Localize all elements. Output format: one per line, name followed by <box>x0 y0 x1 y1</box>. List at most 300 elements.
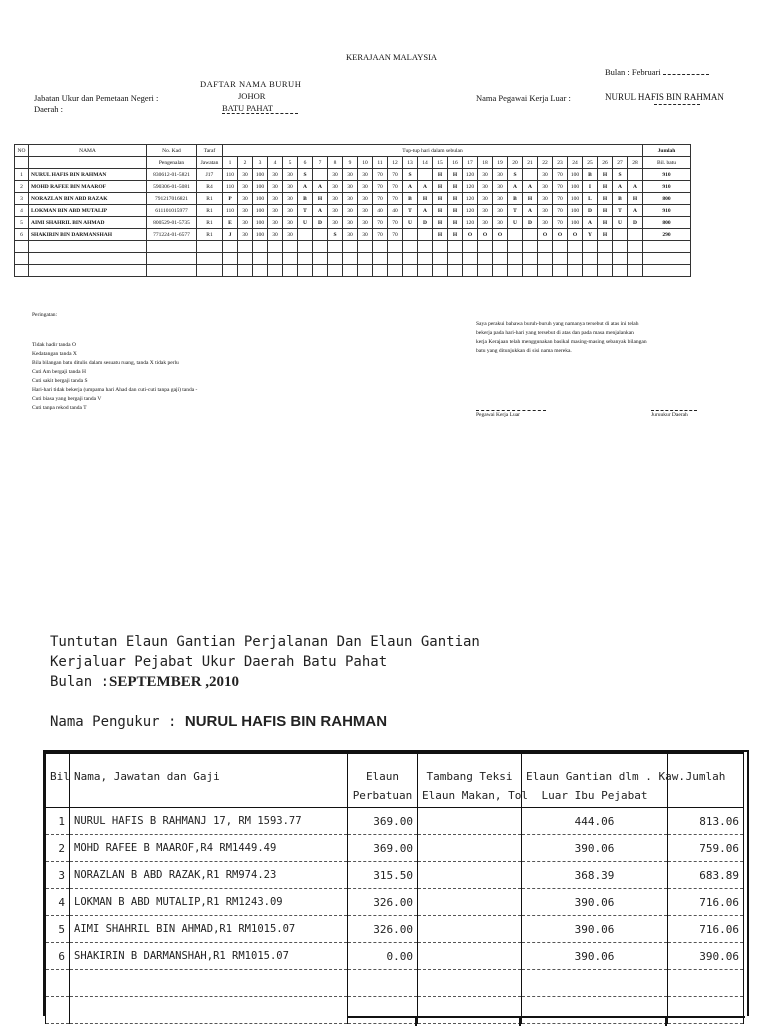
day-cell: 30 <box>328 217 343 229</box>
day-cell: 110 <box>223 181 238 193</box>
certification-line: kerja Kerajaan telah menggunakan basikal masing-masing sebanyak bilangan <box>476 339 647 345</box>
day-cell: 30 <box>478 169 493 181</box>
claim-perbatuan: 326.00 <box>348 916 418 943</box>
header-bil: Bil <box>46 753 70 783</box>
day-cell: 70 <box>553 205 568 217</box>
day-cell: 30 <box>358 205 373 217</box>
day-cell: 30 <box>328 169 343 181</box>
totals-divider-3 <box>665 1016 667 1026</box>
day-cell: U <box>298 217 313 229</box>
day-cell: 100 <box>253 217 268 229</box>
header-luar: Luar Ibu Pejabat <box>522 783 668 808</box>
attendance-table <box>14 144 691 277</box>
row-grade: R1 <box>197 205 223 217</box>
day-cell: U <box>508 217 523 229</box>
day-cell <box>628 229 643 241</box>
day-cell: S <box>298 169 313 181</box>
officer-name: NURUL HAFIS BIN RAHMAN <box>605 92 724 102</box>
day-cell: H <box>448 181 463 193</box>
day-cell: 100 <box>253 205 268 217</box>
day-cell <box>613 229 628 241</box>
officer-underline <box>654 104 700 105</box>
day-cell: H <box>598 193 613 205</box>
day-header: 25 <box>583 157 598 169</box>
day-cell: H <box>418 193 433 205</box>
day-cell: 100 <box>568 181 583 193</box>
day-cell: 30 <box>268 217 283 229</box>
state-name: JOHOR <box>238 91 266 101</box>
day-cell: J <box>223 229 238 241</box>
row-no: 4 <box>15 205 29 217</box>
day-cell: H <box>448 217 463 229</box>
day-header: 1 <box>223 157 238 169</box>
day-cell: H <box>433 217 448 229</box>
day-header: 21 <box>523 157 538 169</box>
day-header: 26 <box>598 157 613 169</box>
row-name: MOHD RAFEE BIN MAAROF <box>29 181 147 193</box>
day-cell: 70 <box>373 169 388 181</box>
day-cell: H <box>523 193 538 205</box>
header-nama: Nama, Jawatan dan Gaji <box>70 753 348 783</box>
day-header: 27 <box>613 157 628 169</box>
day-cell: 100 <box>568 205 583 217</box>
day-cell: H <box>313 193 328 205</box>
row-grade: R4 <box>197 181 223 193</box>
day-cell: H <box>448 229 463 241</box>
day-cell: 70 <box>553 193 568 205</box>
day-header: 22 <box>538 157 553 169</box>
day-cell <box>403 229 418 241</box>
claim-bil: 5 <box>46 916 70 943</box>
claim-gantian: 390.06 <box>522 835 668 862</box>
day-cell: T <box>613 205 628 217</box>
day-cell: S <box>403 169 418 181</box>
empty-row <box>15 265 691 277</box>
day-cell <box>298 229 313 241</box>
day-cell: H <box>433 205 448 217</box>
claim-gantian: 368.39 <box>522 862 668 889</box>
day-cell: H <box>433 169 448 181</box>
header-blank <box>15 157 29 169</box>
day-header: 19 <box>493 157 508 169</box>
header-perbatuan: Perbatuan <box>348 783 418 808</box>
day-cell: 30 <box>358 193 373 205</box>
day-header: 16 <box>448 157 463 169</box>
day-cell: B <box>403 193 418 205</box>
day-cell: A <box>508 181 523 193</box>
claim-row <box>46 835 744 862</box>
claim-jumlah: 683.89 <box>668 862 744 889</box>
day-cell: 30 <box>538 181 553 193</box>
day-header: 24 <box>568 157 583 169</box>
row-grade: R1 <box>197 193 223 205</box>
day-cell: 120 <box>463 205 478 217</box>
day-cell: T <box>403 205 418 217</box>
certification-line: Saya perakui bahawa buruh-buruh yang namanya tersebut di atas ini telah <box>476 321 639 327</box>
day-cell: 30 <box>358 169 373 181</box>
day-cell: O <box>478 229 493 241</box>
day-cell: 100 <box>253 193 268 205</box>
empty-row <box>15 241 691 253</box>
day-cell: 30 <box>358 229 373 241</box>
day-cell: 30 <box>283 193 298 205</box>
department-label: Jabatan Ukur dan Pemetaan Negeri : <box>34 93 159 103</box>
day-cell: 120 <box>463 181 478 193</box>
row-ic: 800529-01-5735 <box>147 217 197 229</box>
day-cell: 70 <box>373 193 388 205</box>
claim-table <box>45 752 744 1024</box>
day-cell: A <box>313 181 328 193</box>
claim-name: MOHD RAFEE B MAAROF,R4 RM1449.49 <box>70 835 348 862</box>
day-cell: H <box>598 205 613 217</box>
row-name: NORAZLAN BIN ABD RAZAK <box>29 193 147 205</box>
day-cell: O <box>493 229 508 241</box>
claim-row <box>46 889 744 916</box>
day-cell: 70 <box>553 169 568 181</box>
claim-name: AIMI SHAHRIL BIN AHMAD,R1 RM1015.07 <box>70 916 348 943</box>
claim-jumlah: 390.06 <box>668 943 744 970</box>
day-header: 9 <box>343 157 358 169</box>
day-cell: 30 <box>538 193 553 205</box>
attendance-row <box>15 193 691 205</box>
day-header: 20 <box>508 157 523 169</box>
claim-bil: 3 <box>46 862 70 889</box>
day-cell: 30 <box>238 169 253 181</box>
note-line: Kedatangan tanda X <box>32 351 77 357</box>
claim-bil: 6 <box>46 943 70 970</box>
signature-officer: Pegawai Kerja Luar <box>476 412 520 418</box>
day-cell: 70 <box>388 181 403 193</box>
day-cell: 30 <box>268 205 283 217</box>
day-header: 4 <box>268 157 283 169</box>
day-cell: 30 <box>268 169 283 181</box>
day-cell: I <box>583 181 598 193</box>
day-cell: H <box>448 193 463 205</box>
day-cell: A <box>313 205 328 217</box>
day-cell: 30 <box>328 193 343 205</box>
claim-row <box>46 943 744 970</box>
day-cell: A <box>298 181 313 193</box>
signature-surveyor: Juruukur Daerah <box>651 412 688 418</box>
claim-jumlah: 716.06 <box>668 916 744 943</box>
day-header: 6 <box>298 157 313 169</box>
day-cell: 120 <box>463 169 478 181</box>
claim-row <box>46 916 744 943</box>
row-total: 910 <box>643 181 691 193</box>
row-total: 800 <box>643 193 691 205</box>
officer-label: Nama Pegawai Kerja Luar : <box>476 93 571 103</box>
claim-jumlah: 759.06 <box>668 835 744 862</box>
day-cell: 30 <box>238 217 253 229</box>
day-cell: 30 <box>343 229 358 241</box>
claim-empty-row <box>46 970 744 997</box>
claim-tambang <box>418 916 522 943</box>
claim-perbatuan: 326.00 <box>348 889 418 916</box>
day-cell: T <box>508 205 523 217</box>
day-header: 2 <box>238 157 253 169</box>
day-cell: A <box>628 181 643 193</box>
day-cell: H <box>433 181 448 193</box>
totals-divider-1 <box>415 1016 417 1026</box>
day-cell: A <box>418 205 433 217</box>
claim-row <box>46 808 744 835</box>
claim-surveyor: Nama Pengukur : NURUL HAFIS BIN RAHMAN <box>50 713 388 730</box>
day-cell: 40 <box>388 205 403 217</box>
day-cell: 30 <box>538 217 553 229</box>
day-header: 14 <box>418 157 433 169</box>
row-name: NURUL HAFIS BIN RAHMAN <box>29 169 147 181</box>
row-ic: 771224-01-6577 <box>147 229 197 241</box>
day-cell <box>313 169 328 181</box>
day-cell <box>418 169 433 181</box>
day-cell: A <box>523 205 538 217</box>
row-ic: 590306-01-5081 <box>147 181 197 193</box>
day-header: 13 <box>403 157 418 169</box>
day-cell: 70 <box>388 217 403 229</box>
row-grade: R1 <box>197 229 223 241</box>
day-cell: B <box>508 193 523 205</box>
day-cell: 30 <box>268 181 283 193</box>
row-total: 290 <box>643 229 691 241</box>
day-header: 8 <box>328 157 343 169</box>
day-cell: 30 <box>268 193 283 205</box>
day-cell: 30 <box>493 193 508 205</box>
notes-list <box>32 341 197 413</box>
day-cell: 30 <box>268 229 283 241</box>
row-grade: J17 <box>197 169 223 181</box>
day-cell: A <box>613 181 628 193</box>
day-header: 7 <box>313 157 328 169</box>
attendance-row <box>15 217 691 229</box>
day-cell: H <box>628 193 643 205</box>
header-taraf-2: Jawatan <box>197 157 223 169</box>
header-days-title: Tup-tup hari dalam sebulan <box>223 145 643 157</box>
totals-divider-2 <box>519 1016 521 1026</box>
day-cell: 30 <box>478 181 493 193</box>
row-no: 6 <box>15 229 29 241</box>
day-cell: H <box>448 169 463 181</box>
day-cell: H <box>598 181 613 193</box>
claim-perbatuan: 0.00 <box>348 943 418 970</box>
day-cell: 70 <box>388 193 403 205</box>
day-cell: 110 <box>223 205 238 217</box>
row-ic: 611101015977 <box>147 205 197 217</box>
day-cell: 30 <box>343 181 358 193</box>
row-total: 800 <box>643 217 691 229</box>
day-cell: 30 <box>283 181 298 193</box>
day-cell: 100 <box>568 169 583 181</box>
day-cell: 100 <box>568 217 583 229</box>
attendance-row <box>15 229 691 241</box>
claim-tambang <box>418 862 522 889</box>
day-cell: 30 <box>358 181 373 193</box>
day-header: 23 <box>553 157 568 169</box>
claim-name: LOKMAN B ABD MUTALIP,R1 RM1243.09 <box>70 889 348 916</box>
day-header: 17 <box>463 157 478 169</box>
day-cell: 70 <box>553 217 568 229</box>
day-cell: 30 <box>238 205 253 217</box>
district-name: BATU PAHAT <box>222 103 298 114</box>
government-title: KERAJAAN MALAYSIA <box>346 52 438 62</box>
day-cell: P <box>223 193 238 205</box>
day-cell: 70 <box>373 181 388 193</box>
claim-perbatuan: 315.50 <box>348 862 418 889</box>
day-cell: 30 <box>493 181 508 193</box>
header-makan: Elaun Makan, Tol <box>418 783 522 808</box>
day-cell: 30 <box>478 193 493 205</box>
day-cell: O <box>463 229 478 241</box>
totals-row-edge <box>347 1016 745 1028</box>
header-kad: No. Kad <box>147 145 197 157</box>
certification-line: batu yang ditunjukkan di sisi nama mereka. <box>476 348 572 354</box>
day-cell: 30 <box>538 205 553 217</box>
day-cell: 30 <box>328 205 343 217</box>
day-cell: B <box>613 193 628 205</box>
row-ic: 830612-01-5821 <box>147 169 197 181</box>
day-cell: 100 <box>568 193 583 205</box>
daerah-label: Daerah : <box>34 104 64 114</box>
notes-heading: Peringatan: <box>32 312 58 318</box>
day-cell: S <box>613 169 628 181</box>
row-total: 910 <box>643 169 691 181</box>
day-cell: O <box>553 229 568 241</box>
day-cell: H <box>433 193 448 205</box>
day-cell: 120 <box>463 217 478 229</box>
header-no: NO <box>15 145 29 157</box>
day-cell: 30 <box>238 193 253 205</box>
header-kad-2: Pengenalan <box>147 157 197 169</box>
empty-row <box>15 253 691 265</box>
row-name: SHAKIRIN BIN DARMANSHAH <box>29 229 147 241</box>
note-line: Cuti Am bergaji tanda H <box>32 369 86 375</box>
day-cell: O <box>538 229 553 241</box>
claim-row <box>46 862 744 889</box>
form-title: DAFTAR NAMA BURUH <box>200 79 302 89</box>
day-cell: A <box>403 181 418 193</box>
day-cell: 30 <box>238 229 253 241</box>
day-header: 12 <box>388 157 403 169</box>
claim-gantian: 390.06 <box>522 889 668 916</box>
day-cell: 30 <box>343 205 358 217</box>
day-cell: 30 <box>478 217 493 229</box>
header-taraf: Taraf <box>197 145 223 157</box>
claim-tambang <box>418 889 522 916</box>
note-line: Tidak hadir tanda O <box>32 342 76 348</box>
header-jumlah: Jumlah <box>643 145 691 157</box>
claim-tambang <box>418 808 522 835</box>
day-cell <box>628 169 643 181</box>
claim-name: NORAZLAN B ABD RAZAK,R1 RM974.23 <box>70 862 348 889</box>
day-cell: 30 <box>343 193 358 205</box>
attendance-row <box>15 181 691 193</box>
day-cell: 30 <box>493 205 508 217</box>
claim-perbatuan: 369.00 <box>348 808 418 835</box>
day-header: 11 <box>373 157 388 169</box>
claim-name: SHAKIRIN B DARMANSHAH,R1 RM1015.07 <box>70 943 348 970</box>
day-cell: 30 <box>283 205 298 217</box>
day-cell <box>508 229 523 241</box>
day-header: 28 <box>628 157 643 169</box>
header-gantian: Elaun Gantian dlm . Kaw. <box>522 753 668 783</box>
attendance-row <box>15 169 691 181</box>
day-cell: Y <box>583 229 598 241</box>
day-header: 15 <box>433 157 448 169</box>
day-header: 5 <box>283 157 298 169</box>
day-cell: H <box>448 205 463 217</box>
certification-text <box>476 320 647 356</box>
day-cell: 30 <box>478 205 493 217</box>
row-grade: R1 <box>197 217 223 229</box>
day-cell: 100 <box>253 181 268 193</box>
day-cell: 100 <box>253 169 268 181</box>
bulan-label: Bulan : Februari <box>605 66 709 77</box>
header-jumlah: Jumlah <box>668 753 744 783</box>
day-cell: 70 <box>388 229 403 241</box>
day-cell: O <box>568 229 583 241</box>
day-cell <box>523 169 538 181</box>
attendance-row <box>15 205 691 217</box>
note-line: Cuti tanpa rekod tanda T <box>32 405 87 411</box>
day-cell: 30 <box>283 217 298 229</box>
claim-perbatuan: 369.00 <box>348 835 418 862</box>
header-nama: NAMA <box>29 145 147 157</box>
row-no: 2 <box>15 181 29 193</box>
header-elaun: Elaun <box>348 753 418 783</box>
day-header: 18 <box>478 157 493 169</box>
day-cell: B <box>583 169 598 181</box>
day-cell: 30 <box>283 229 298 241</box>
day-cell: B <box>298 193 313 205</box>
day-cell: D <box>583 205 598 217</box>
day-cell: D <box>523 217 538 229</box>
day-cell: D <box>418 217 433 229</box>
claim-title-1: Tuntutan Elaun Gantian Perjalanan Dan Elaun Gantian <box>50 634 480 650</box>
note-line: Bila bilangan batu ditulis dalam sesuatu ruang, tanda X tidak perlu <box>32 360 179 366</box>
claim-gantian: 390.06 <box>522 943 668 970</box>
claim-jumlah: 813.06 <box>668 808 744 835</box>
day-cell: 100 <box>253 229 268 241</box>
day-cell: D <box>628 217 643 229</box>
day-cell: 30 <box>538 169 553 181</box>
day-cell: S <box>328 229 343 241</box>
day-cell: S <box>508 169 523 181</box>
row-no: 3 <box>15 193 29 205</box>
day-cell: 30 <box>238 181 253 193</box>
claim-name: NURUL HAFIS B RAHMANJ 17, RM 1593.77 <box>70 808 348 835</box>
day-cell: 30 <box>283 169 298 181</box>
day-header: 10 <box>358 157 373 169</box>
day-cell <box>418 229 433 241</box>
claim-bil: 1 <box>46 808 70 835</box>
day-cell: E <box>223 217 238 229</box>
day-cell: 30 <box>328 181 343 193</box>
day-cell <box>523 229 538 241</box>
day-cell: T <box>298 205 313 217</box>
note-line: Cuti biasa yang bergaji tanda V <box>32 396 102 402</box>
day-header: 3 <box>253 157 268 169</box>
day-cell: L <box>583 193 598 205</box>
day-cell: 30 <box>343 169 358 181</box>
claim-gantian: 390.06 <box>522 916 668 943</box>
day-cell: U <box>613 217 628 229</box>
note-line: Hari-hari tidak bekerja (umpama hari Ahad dan cuti-cuti tanpa gaji) tanda - <box>32 387 198 393</box>
day-cell: 70 <box>553 181 568 193</box>
day-cell: 70 <box>373 229 388 241</box>
day-cell <box>313 229 328 241</box>
day-cell: A <box>523 181 538 193</box>
day-cell: 40 <box>373 205 388 217</box>
day-cell: 70 <box>373 217 388 229</box>
